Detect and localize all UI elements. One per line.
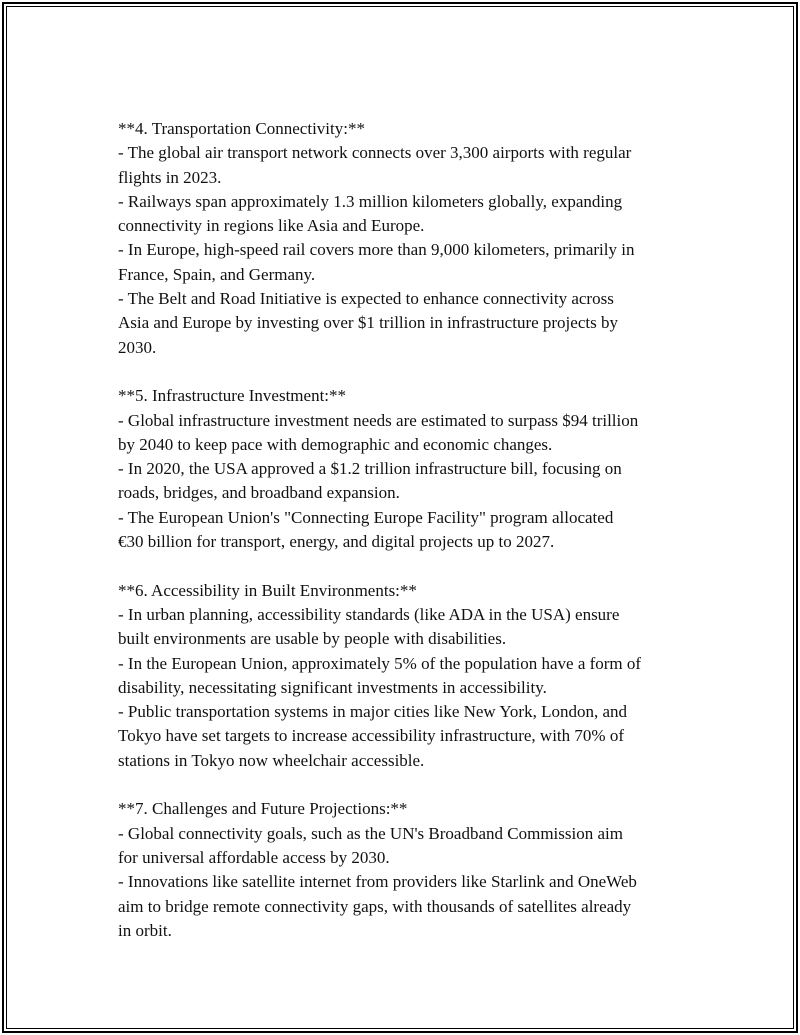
text-line: connectivity in regions like Asia and Europe. [118, 216, 425, 236]
section-infrastructure-investment [118, 384, 698, 554]
text-line: - Railways span approximately 1.3 million kilometers globally, expanding [118, 191, 623, 211]
text-line: €30 billion for transport, energy, and digital projects up to 2027. [118, 532, 555, 552]
text-line: for universal affordable access by 2030. [118, 847, 390, 867]
text-line: flights in 2023. [118, 167, 222, 187]
section-challenges-future-projections [118, 797, 698, 943]
text-line: - In the European Union, approximately 5% of the population have a form of [118, 653, 642, 673]
text-line: - The European Union's "Connecting Europe Facility" program allocated [118, 507, 614, 527]
text-line: - Public transportation systems in major cities like New York, London, and [118, 702, 627, 722]
text-line: stations in Tokyo now wheelchair accessible. [118, 750, 425, 770]
text-line: 2030. [118, 337, 157, 357]
text-line: Tokyo have set targets to increase accessibility infrastructure, with 70% of [118, 726, 624, 746]
section-heading: **5. Infrastructure Investment:** [118, 386, 347, 406]
text-line: - The global air transport network connects over 3,300 airports with regular [118, 143, 632, 163]
section-accessibility-built-environments [118, 579, 698, 773]
section-heading: **6. Accessibility in Built Environments:** [118, 580, 417, 600]
text-line: disability, necessitating significant investments in accessibility. [118, 677, 547, 697]
text-line: - Innovations like satellite internet from providers like Starlink and OneWeb [118, 872, 637, 892]
text-line: aim to bridge remote connectivity gaps, with thousands of satellites already [118, 896, 632, 916]
text-line: - In urban planning, accessibility standards (like ADA in the USA) ensure [118, 604, 620, 624]
text-line: - Global infrastructure investment needs are estimated to surpass $94 trillion [118, 410, 639, 430]
document-body [118, 117, 698, 943]
text-line: built environments are usable by people with disabilities. [118, 629, 507, 649]
text-line: France, Spain, and Germany. [118, 264, 316, 284]
text-line: by 2040 to keep pace with demographic and economic changes. [118, 434, 553, 454]
text-line: roads, bridges, and broadband expansion. [118, 483, 400, 503]
text-line: - In Europe, high-speed rail covers more than 9,000 kilometers, primarily in [118, 240, 635, 260]
text-line: in orbit. [118, 920, 172, 940]
section-heading: **4. Transportation Connectivity:** [118, 119, 365, 138]
text-line: - In 2020, the USA approved a $1.2 trillion infrastructure bill, focusing on [118, 459, 622, 479]
text-line: - The Belt and Road Initiative is expected to enhance connectivity across [118, 289, 614, 309]
section-heading: **7. Challenges and Future Projections:** [118, 799, 408, 819]
text-line: Asia and Europe by investing over $1 trillion in infrastructure projects by [118, 313, 618, 333]
section-transportation-connectivity [118, 117, 698, 360]
text-line: - Global connectivity goals, such as the UN's Broadband Commission aim [118, 823, 623, 843]
